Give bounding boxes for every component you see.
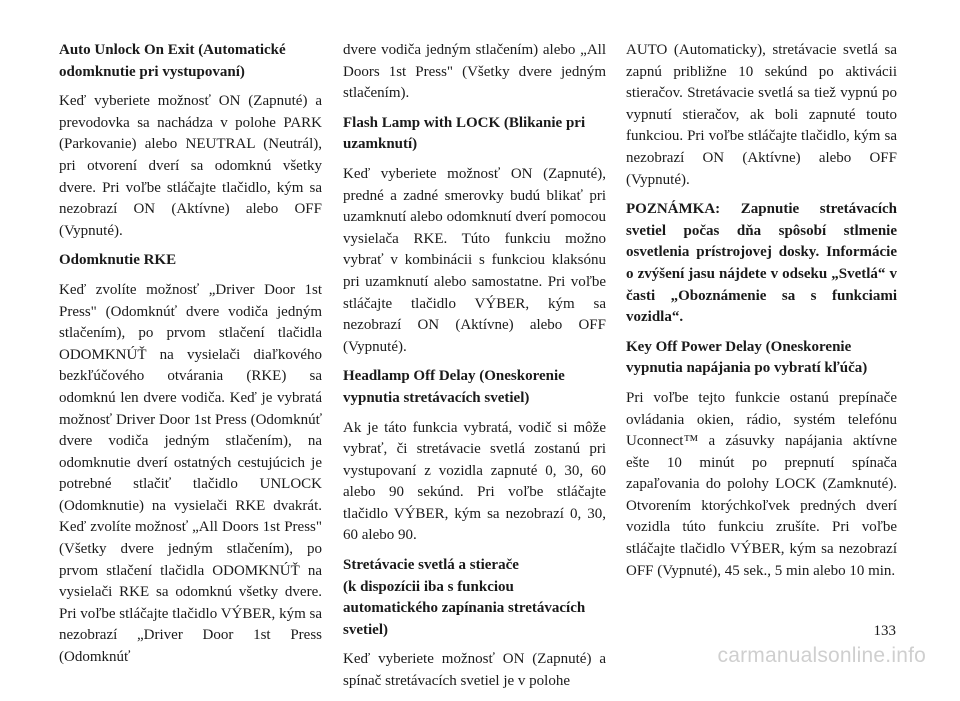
- heading-flash-lamp: Flash Lamp with LOCK (Blikanie pri uzamknutí): [343, 114, 586, 153]
- heading-rke-unlock: Odomknutie RKE: [59, 252, 177, 269]
- paragraph-auto-unlock: Keď vyberiete možnosť ON (Zapnuté) a prevodovka sa nachádza v polohe PARK (Parkovanie) alebo NEUTRAL (Neutrál), pri otvorení dverí sa odomknú všetky dvere. Pri voľbe stláčajte tlačidlo, kým sa nezobrazí ON (Aktívne) alebo OFF (Vypnuté).: [59, 93, 322, 239]
- heading-headlamp-delay: Headlamp Off Delay (Oneskorenie vypnutia stretávacích svetiel): [343, 368, 565, 406]
- text-column-2: [343, 40, 606, 701]
- watermark: carmanualsonline.info: [717, 644, 926, 667]
- text-column-3: [626, 40, 897, 590]
- page-number: 133: [873, 623, 896, 639]
- paragraph-rke-continued: dvere vodiča jedným stlačením) alebo „All Doors 1st Press" (Všetky dvere jedným stlačením).: [343, 42, 606, 102]
- paragraph-headlamps-wipers: Keď vyberiete možnosť ON (Zapnuté) a spínač stretávacích svetiel je v polohe: [343, 651, 606, 690]
- paragraph-headlamp-delay: Ak je táto funkcia vybratá, vodič si môže vybrať, či stretávacie svetlá zostanú pri vystupovaní z vozidla zapnuté 0, 30, 60 alebo 90 sekúnd. Pri voľbe stláčajte tlačidlo VÝBER, kým sa nezobrazí 0, 30, 60 alebo 90.: [343, 419, 606, 544]
- paragraph-flash-lamp: Keď vyberiete možnosť ON (Zapnuté), predné a zadné smerovky budú blikať pri uzamknutí alebo odomknutí dverí pomocou vysielača RKE. Túto funkciu možno vybrať v kombinácii s funkciou klaksónu pri uzamknutí alebo samostatne. Pri voľbe stláčajte tlačidlo VÝBER, kým sa nezobrazí ON (Aktívne) alebo OFF (Vypnuté).: [343, 165, 606, 355]
- heading-headlamps-wipers: [343, 555, 606, 641]
- note-paragraph: POZNÁMKA: Zapnutie stretávacích svetiel počas dňa spôsobí stlmenie osvetlenia prístrojovej dosky. Informácie o zvýšení jasu nájdete v odseku „Svetlá“ v časti „Oboznámenie sa s funkciami vozidla“.: [626, 201, 897, 326]
- text-column-1: [59, 40, 322, 677]
- paragraph-key-off-delay: Pri voľbe tejto funkcie ostanú prepínače ovládania okien, rádio, systém telefónu Uconnect™ a zásuvky napájania aktívne ešte 10 minút po prepnutí spínača zapaľovania do polohy LOCK (Zamknuté). Otvorením ktorýchkoľvek predných dverí vozidla túto funkciu zrušíte. Pri voľbe stláčajte tlačidlo VÝBER, kým sa nezobrazí OFF (Vypnuté), 45 sek., 5 min alebo 10 min.: [626, 389, 897, 579]
- paragraph-wipers-continued: AUTO (Automaticky), stretávacie svetlá sa zapnú približne 10 sekúnd po aktivácii stieračov. Stretávacie svetlá sa tiež vypnú po vypnutí stieračov, ak boli zapnuté touto funkciou. Pri voľbe stláčajte tlačidlo, kým sa nezobrazí ON (Aktívne) alebo OFF (Vypnuté).: [626, 42, 897, 188]
- paragraph-rke-unlock: Keď zvolíte možnosť „Driver Door 1st Press" (Odomknúť dvere vodiča jedným stlačením), po prvom stlačení tlačidla ODOMKNÚŤ na vysielači diaľkového bezkľúčového otvárania (RKE) sa odomknú len dvere vodiča. Keď je vybratá možnosť Driver Door 1st Press (Odomknúť dvere vodiča jedným stlačením), na odomknutie dverí ostatných cestujúcich je potrebné stlačiť tlačidlo UNLOCK (Odomknutie) na vysielači RKE dvakrát. Keď zvolíte možnosť „All Doors 1st Press" (Všetky dvere jedným stlačením), po prvom stlačení tlačidla ODOMKNÚŤ na vysielači RKE sa odomknú všetky dvere. Pri voľbe stláčajte tlačidlo VÝBER, kým sa nezobrazí „Driver Door 1st Press (Odomknúť: [59, 281, 322, 666]
- heading-key-off-delay: Key Off Power Delay (Oneskorenie vypnutia napájania po vybratí kľúča): [626, 338, 868, 377]
- heading-wipers-line2: (k dispozícii iba s funkciou automatického zapínania stretávacích svetiel): [343, 578, 586, 638]
- heading-auto-unlock: Auto Unlock On Exit (Automatické odomknutie pri vystupovaní): [59, 42, 286, 80]
- heading-wipers-line1: Stretávacie svetlá a stierače: [343, 557, 519, 574]
